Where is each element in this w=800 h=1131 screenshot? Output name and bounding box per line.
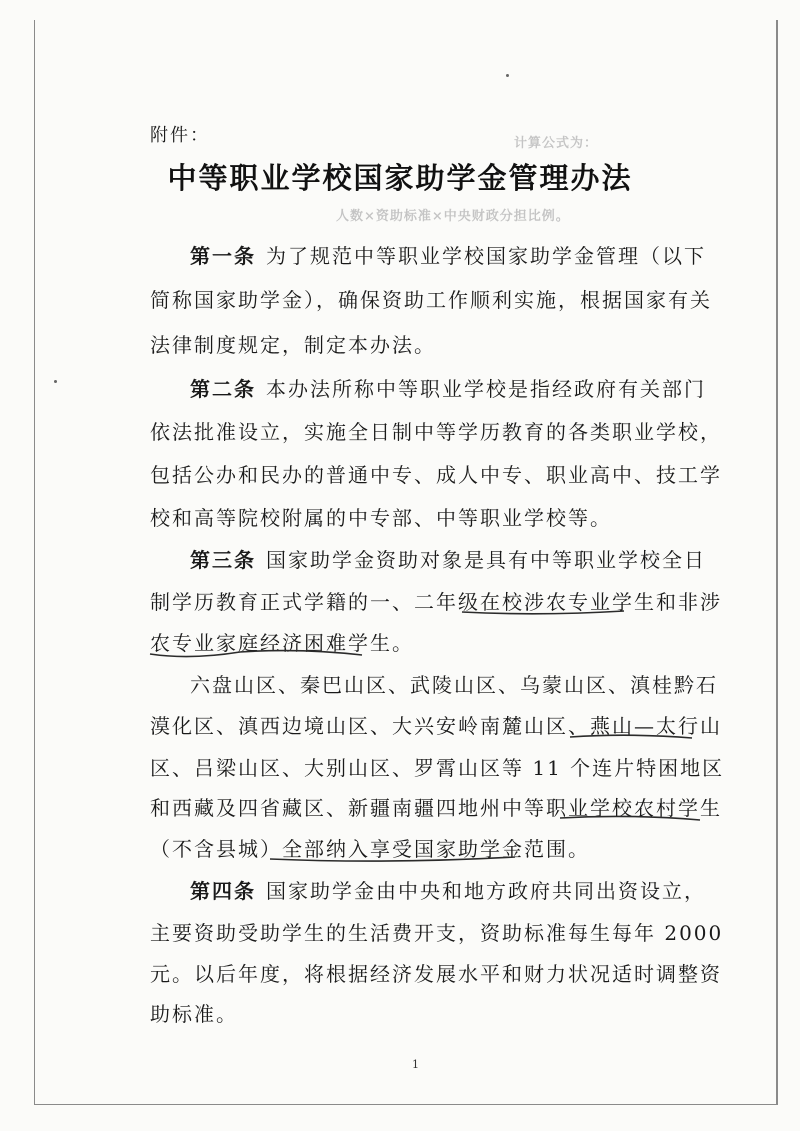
page-number: 1: [412, 1058, 419, 1071]
bleed-through-line-1: 计算公式为：: [514, 136, 599, 151]
text-line: [150, 376, 706, 402]
article-3-line-3: 农专业家庭经济困难学生。: [150, 631, 414, 655]
article-heading-1: 第一条: [190, 244, 256, 268]
article-3-line-2: 制学历教育正式学籍的一、二年级在校涉农专业学生和非涉: [150, 590, 722, 614]
area-line-1: 六盘山区、秦巴山区、武陵山区、乌蒙山区、滇桂黔石: [190, 673, 718, 697]
attachment-label: 附件：: [150, 125, 210, 146]
bleed-through-line-2: 人数×资助标准×中央财政分担比例。: [336, 209, 570, 224]
area-line-5: （不含县城）全部纳入享受国家助学金范围。: [150, 837, 590, 861]
article-4-line-1: 国家助学金由中央和地方政府共同出资设立，: [266, 879, 706, 903]
article-2-line-3: 包括公办和民办的普通中专、成人中专、职业高中、技工学: [150, 463, 722, 487]
area-line-2: 漠化区、滇西边境山区、大兴安岭南麓山区、燕山—太行山: [150, 714, 722, 738]
area-line-4: 和西藏及四省藏区、新疆南疆四地州中等职业学校农村学生: [150, 796, 722, 820]
document-title: 中等职业学校国家助学金管理办法: [167, 161, 633, 195]
article-3-line-1: 国家助学金资助对象是具有中等职业学校全日: [266, 548, 706, 572]
article-heading-4: 第四条: [190, 879, 256, 903]
article-4-line-4: 助标准。: [150, 1002, 238, 1026]
article-1-line-3: 法律制度规定，制定本办法。: [150, 333, 436, 357]
article-1-line-1: 为了规范中等职业学校国家助学金管理（以下: [266, 244, 706, 268]
article-2-line-2: 依法批准设立，实施全日制中等学历教育的各类职业学校，: [150, 420, 722, 444]
scan-speck: [506, 74, 509, 77]
article-2-line-1: 本办法所称中等职业学校是指经政府有关部门: [266, 377, 706, 401]
article-4-line-3: 元。以后年度，将根据经济发展水平和财力状况适时调整资: [150, 962, 722, 986]
text-line: [150, 878, 706, 904]
scan-speck: [54, 380, 57, 383]
article-heading-2: 第二条: [190, 377, 256, 401]
scan-edge-bottom: [34, 1104, 778, 1105]
area-line-3: 区、吕梁山区、大别山区、罗霄山区等 11 个连片特困地区: [150, 756, 725, 780]
article-1-line-2: 简称国家助学金），确保资助工作顺利实施，根据国家有关: [150, 288, 712, 312]
article-2-line-4: 校和高等院校附属的中专部、中等职业学校等。: [150, 506, 612, 530]
article-4-line-2: 主要资助受助学生的生活费开支，资助标准每生每年 2000: [150, 921, 724, 945]
text-line: [150, 243, 706, 269]
article-heading-3: 第三条: [190, 548, 256, 572]
text-line: [150, 547, 706, 573]
